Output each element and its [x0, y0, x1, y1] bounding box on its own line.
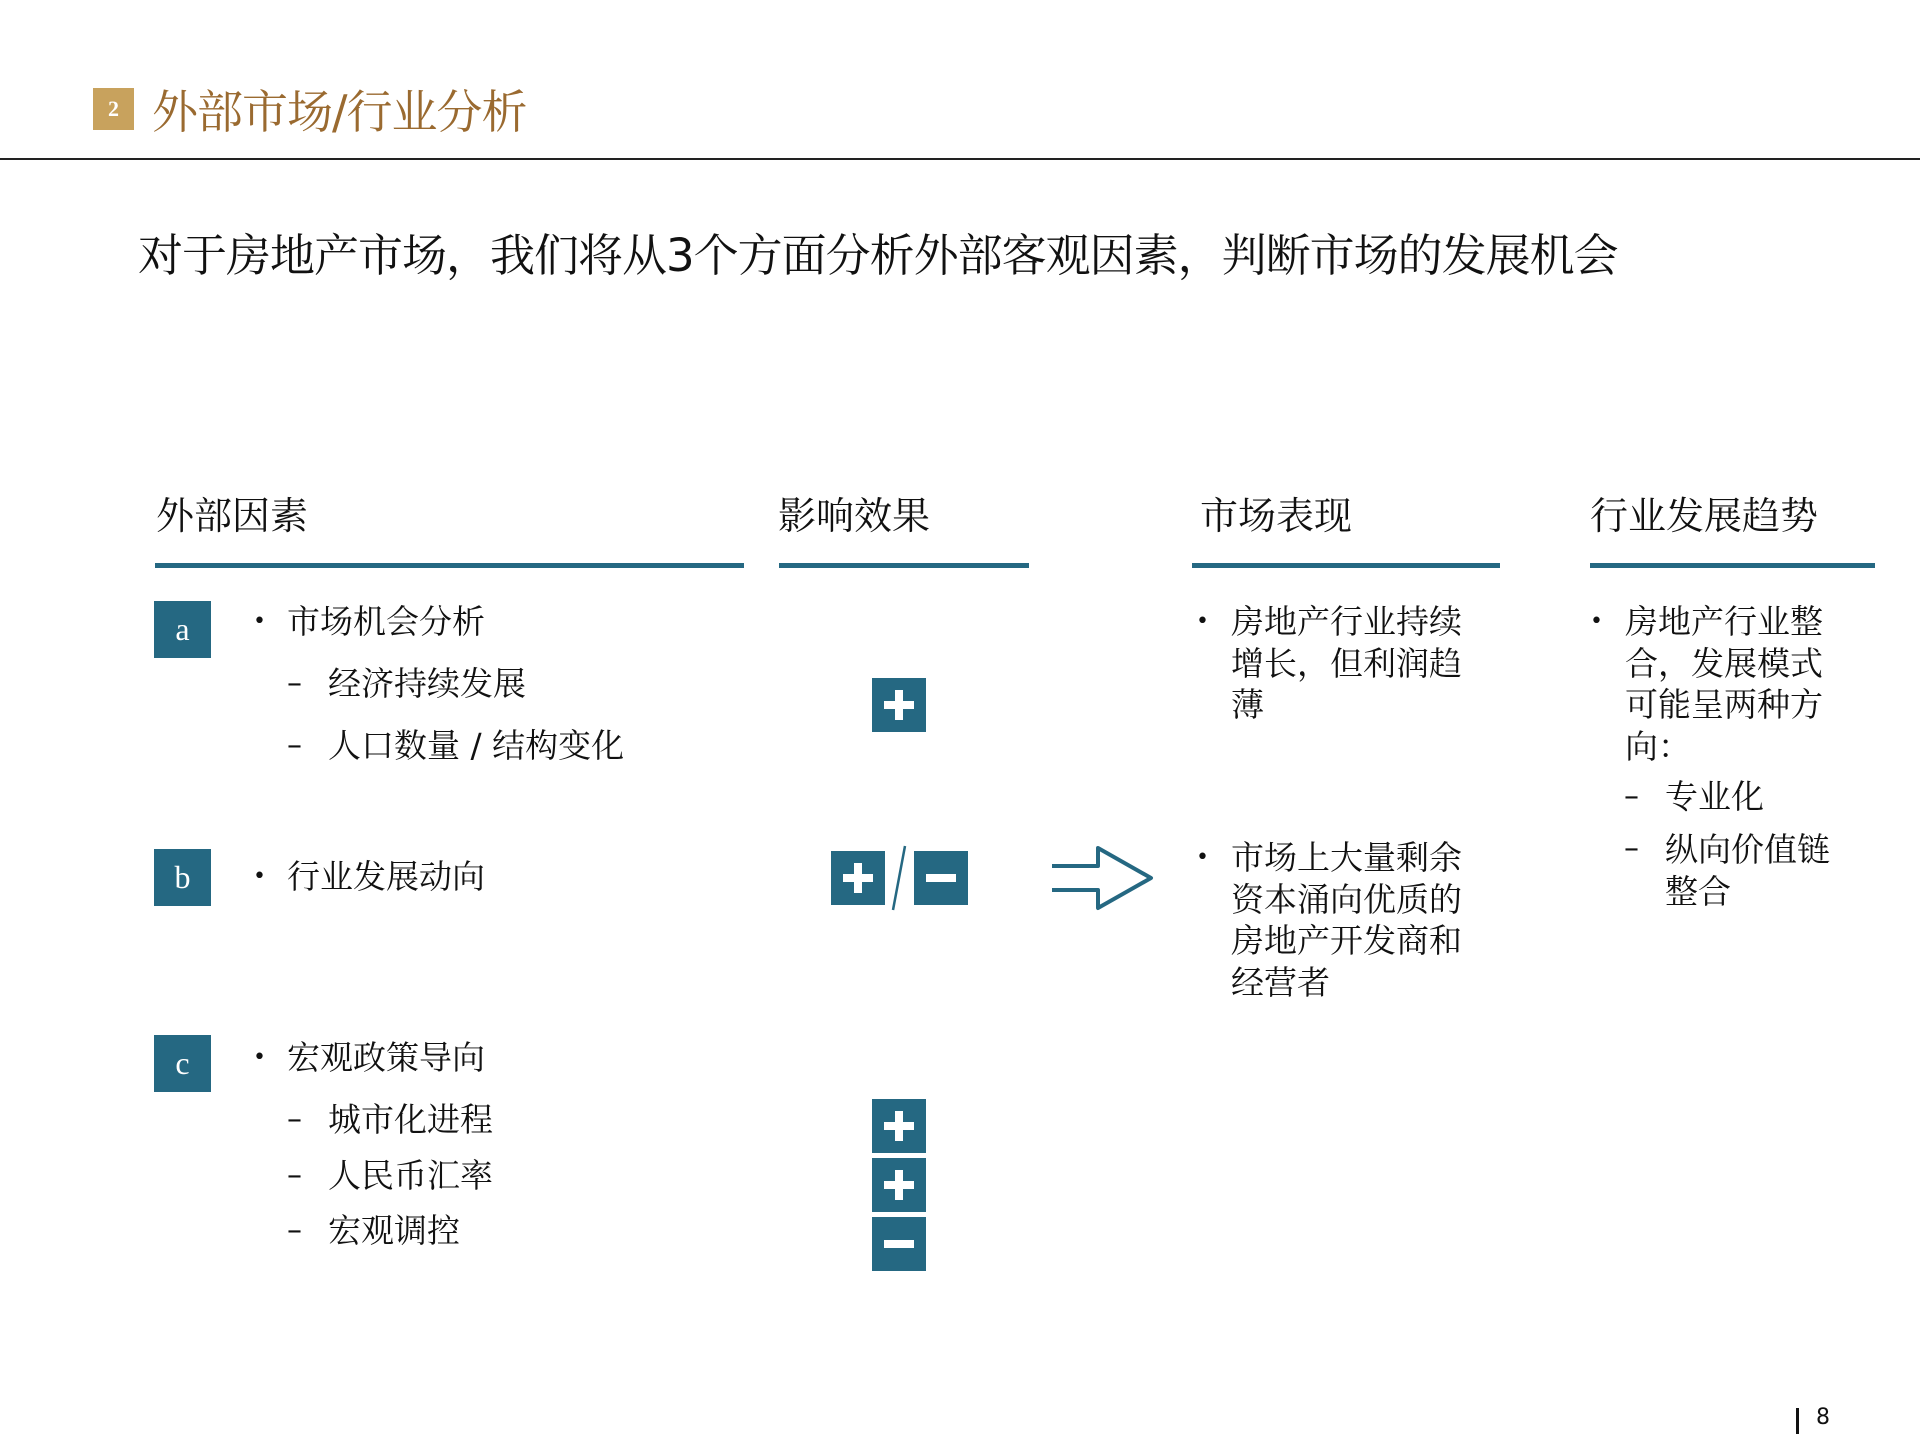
page-subtitle: 对于房地产市场，我们将从3个方面分析外部客观因素，判断市场的发展机会 — [138, 229, 1618, 282]
factor-subitem: 人口数量 / 结构变化 — [328, 726, 625, 765]
factor-subitem: 城市化进程 — [328, 1100, 493, 1139]
factor-subitem: 经济持续发展 — [328, 664, 526, 703]
market-performance-item: 房地产行业持续增长，但利润趋薄 — [1231, 602, 1462, 724]
factor-badge-a: a — [154, 601, 211, 658]
page-number: 8 — [1816, 1405, 1830, 1430]
column-underline-effect — [779, 563, 1029, 568]
dash-icon: – — [1624, 779, 1639, 814]
plus-icon — [872, 1099, 926, 1153]
industry-trend-direction: 专业化 — [1665, 777, 1764, 816]
industry-trend-summary: 房地产行业整合，发展模式可能呈两种方向： — [1625, 602, 1823, 766]
page-number-divider — [1796, 1408, 1799, 1434]
factor-badge-c: c — [154, 1035, 211, 1092]
bullet-icon: • — [253, 609, 266, 634]
factor-badge-b: b — [154, 849, 211, 906]
dash-icon: – — [1624, 831, 1639, 866]
factor-title-c: 宏观政策导向 — [287, 1038, 485, 1077]
column-underline-factors — [155, 563, 744, 568]
dash-icon: – — [287, 1158, 302, 1193]
column-header-market: 市场表现 — [1200, 494, 1353, 538]
bullet-icon: • — [1196, 609, 1209, 634]
dash-icon: – — [287, 1213, 302, 1248]
plus-icon — [831, 851, 885, 905]
plus-icon — [872, 678, 926, 732]
section-number-badge: 2 — [93, 88, 134, 130]
minus-icon — [914, 851, 968, 905]
minus-icon — [872, 1217, 926, 1271]
market-performance-item: 市场上大量剩余资本涌向优质的房地产开发商和经营者 — [1231, 838, 1462, 1002]
bullet-icon: • — [253, 1045, 266, 1070]
bullet-icon: • — [1590, 609, 1603, 634]
dash-icon: – — [287, 728, 302, 763]
bullet-icon: • — [253, 864, 266, 889]
bullet-icon: • — [1196, 845, 1209, 870]
dash-icon: – — [287, 666, 302, 701]
industry-trend-direction: 纵向价值链整合 — [1665, 830, 1830, 911]
column-header-factors: 外部因素 — [156, 494, 309, 538]
section-title: 外部市场/行业分析 — [152, 85, 527, 139]
factor-subitem: 宏观调控 — [328, 1211, 460, 1250]
factor-title-b: 行业发展动向 — [287, 857, 485, 896]
header-divider — [0, 158, 1920, 160]
column-underline-market — [1192, 563, 1500, 568]
factor-title-a: 市场机会分析 — [287, 602, 485, 641]
dash-icon: – — [287, 1102, 302, 1137]
factor-subitem: 人民币汇率 — [328, 1156, 493, 1195]
plus-icon — [872, 1158, 926, 1212]
double-outline-right-arrow-icon — [1050, 845, 1156, 911]
column-underline-trend — [1590, 563, 1875, 568]
slash-separator-icon — [888, 844, 910, 914]
column-header-trend: 行业发展趋势 — [1590, 494, 1819, 538]
column-header-effect: 影响效果 — [778, 494, 931, 538]
